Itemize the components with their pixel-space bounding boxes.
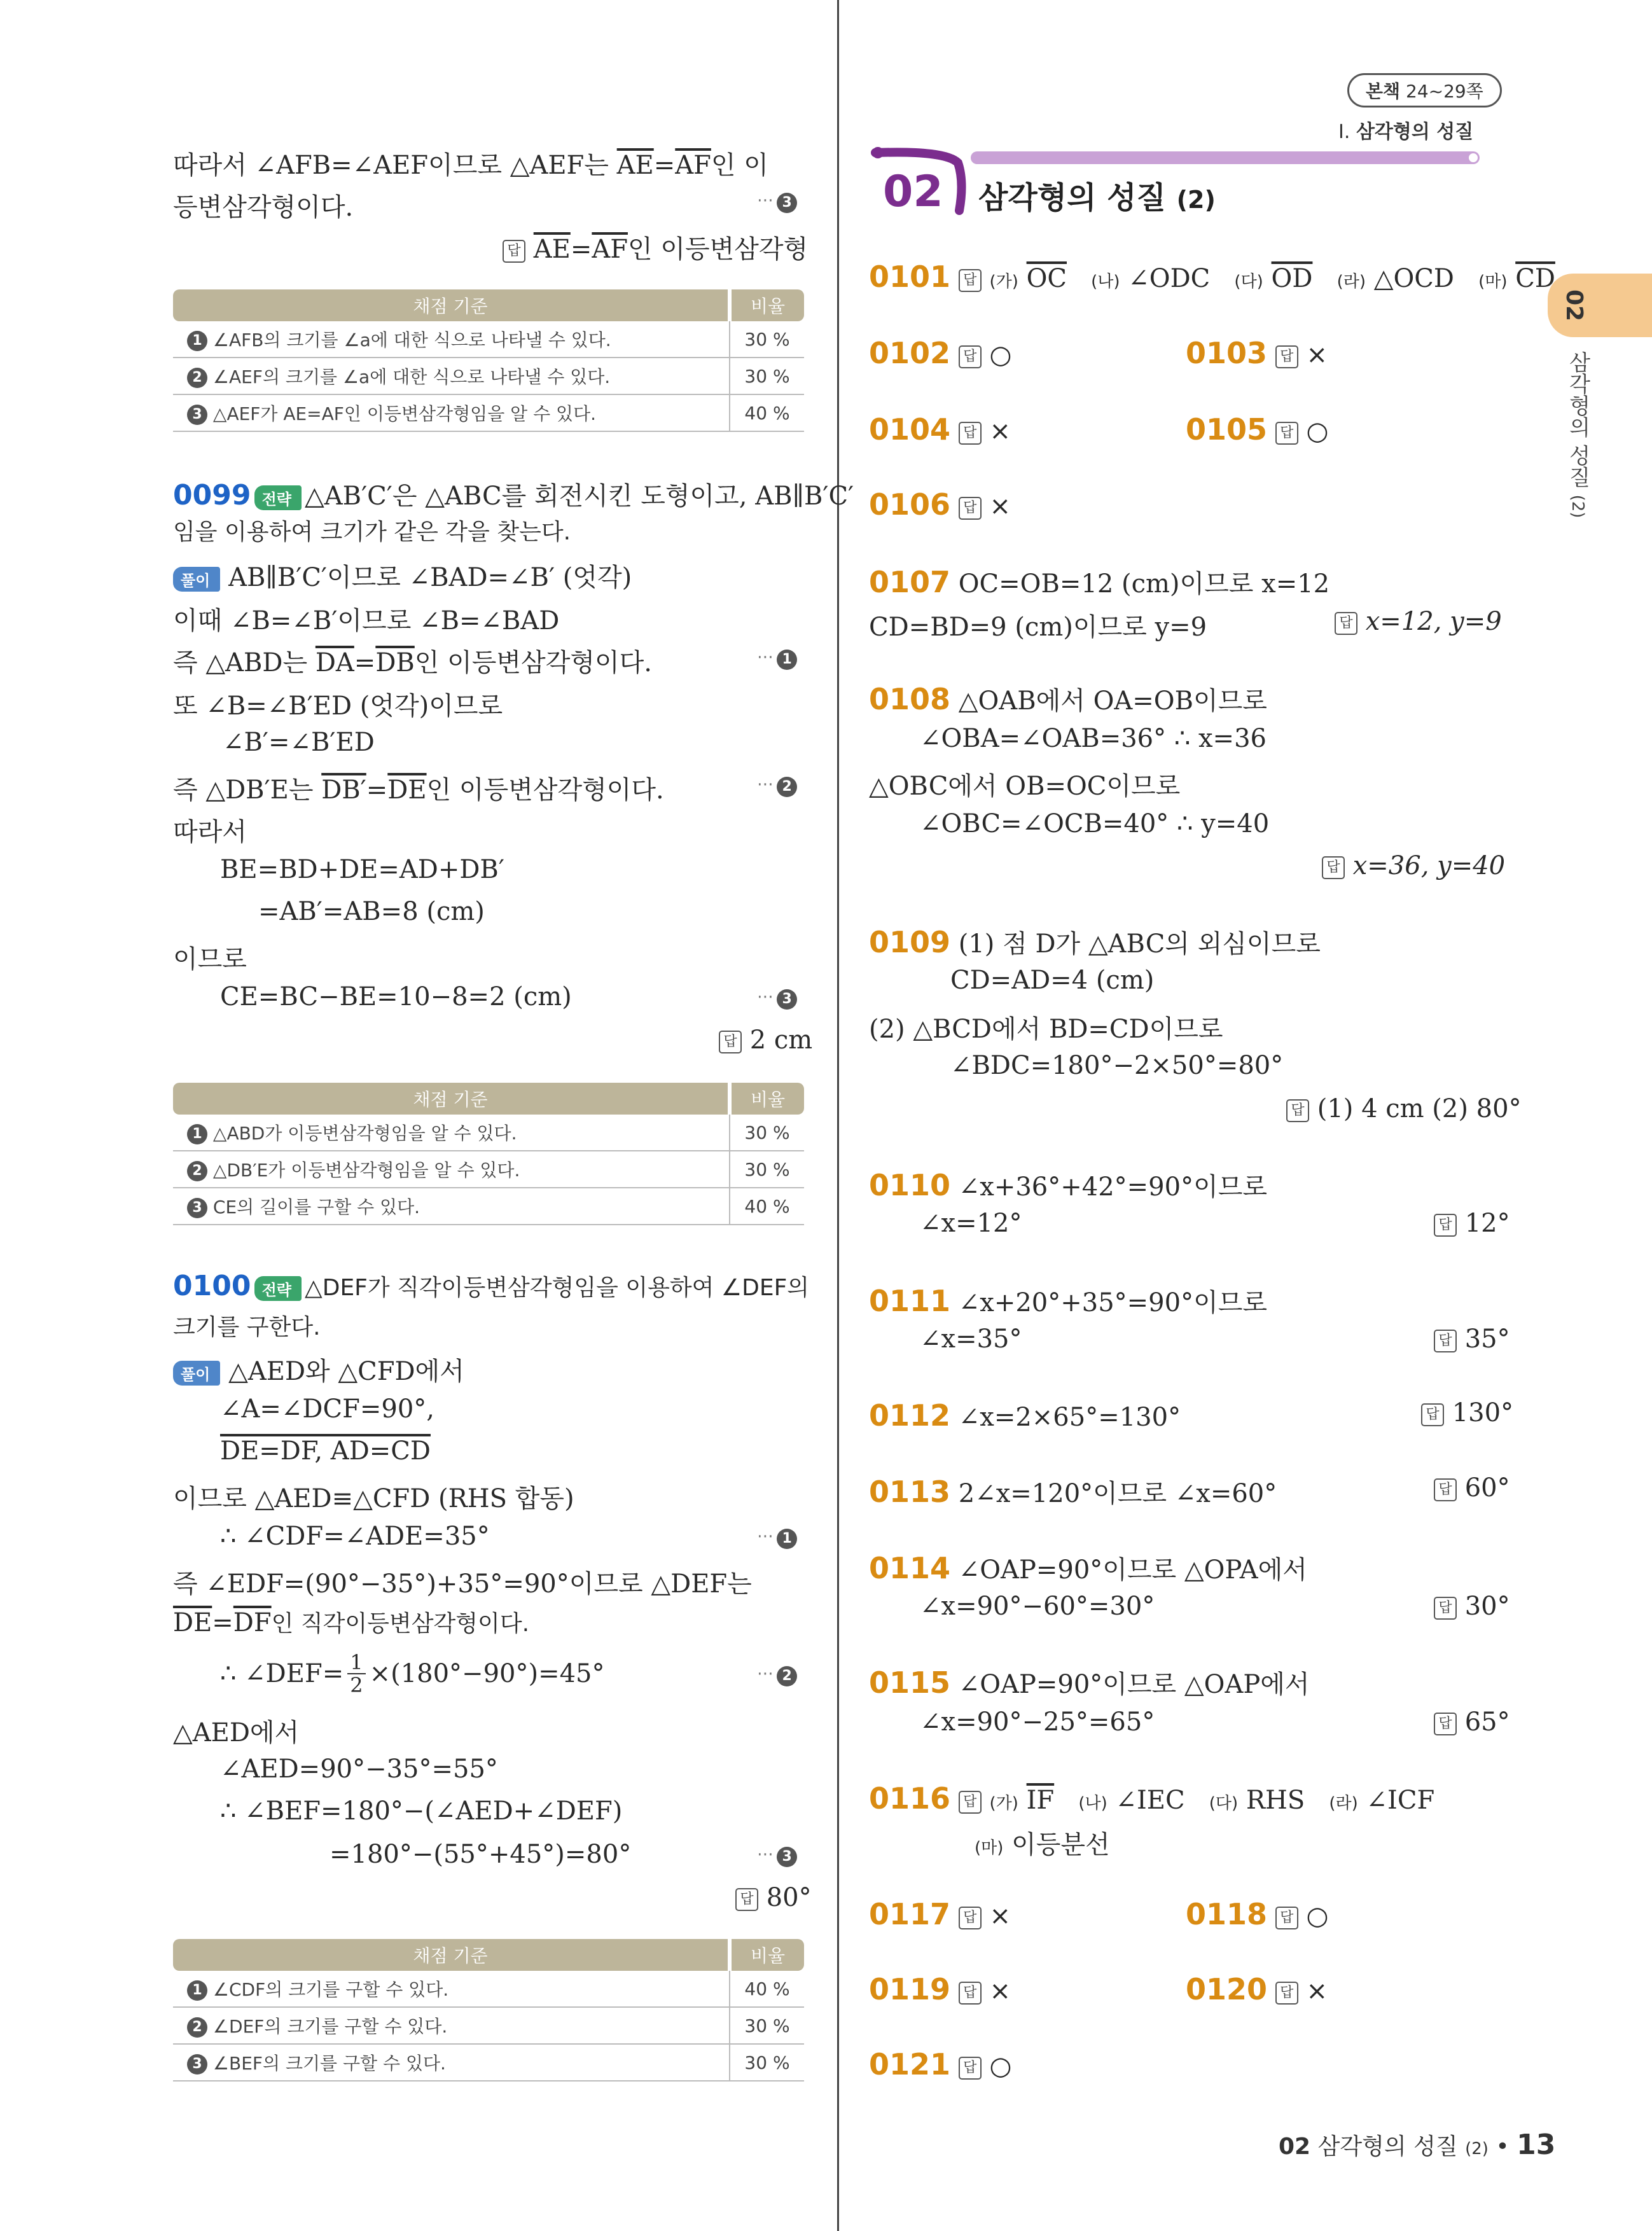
answer-icon: 답 [735, 1888, 758, 1911]
answer-icon: 답 [959, 2057, 982, 2080]
answer-icon: 답 [959, 345, 982, 368]
x-mark-icon: × [989, 1901, 1011, 1931]
answer-0105: 0105 답 ○ [1186, 412, 1329, 447]
ratio-header: 비율 [730, 289, 804, 321]
solution-badge: 풀이 [173, 1361, 220, 1386]
answer-icon: 답 [719, 1031, 742, 1053]
p0109-l1: 0109 (1) 점 D가 △ABC의 외심이므로 [869, 925, 1321, 959]
p0113-l1: 0113 2∠x=120°이므로 ∠x=60° [869, 1475, 1277, 1509]
step-mark-3: ⋯ 3 [757, 987, 797, 1010]
page-number: 13 [1517, 2129, 1556, 2161]
step-mark-2: ⋯ 2 [757, 1664, 797, 1686]
p0109-l2: CD=AD=4 (cm) [950, 966, 1155, 995]
answer-icon: 답 [959, 422, 982, 445]
p0114-l1: 0114 ∠OAP=90°이므로 △OPA에서 [869, 1551, 1307, 1585]
circle-mark-icon: ○ [989, 2052, 1012, 2081]
p0107-l2: CD=BD=9 (cm)이므로 y=9 [869, 613, 1207, 642]
answer-0103: 0103 답 × [1186, 336, 1328, 370]
column-divider [837, 0, 839, 2231]
grading-table-0099 [173, 1083, 804, 1225]
p99-l4: 또 ∠B=∠B′ED (엇각)이므로 [173, 692, 503, 721]
p99-l1: 풀이 AB∥B′C′이므로 ∠BAD=∠B′ (엇각) [173, 557, 632, 594]
answer-0116-line2: (마) 이등분선 [975, 1830, 1110, 1859]
step-mark-3: ⋯ 3 [757, 1845, 797, 1867]
table-row: 3 △AEF가 AE=AF인 이등변삼각형임을 알 수 있다. 40 % [173, 394, 804, 431]
p100-l3: DE=DF, AD=CD [220, 1436, 431, 1466]
p0108-answer: 답 x=36, y=40 [1322, 851, 1505, 880]
p0109-l3: (2) △BCD에서 BD=CD이므로 [869, 1015, 1223, 1044]
p0109-answer: 답 (1) 4 cm (2) 80° [1286, 1094, 1522, 1123]
answer-icon: 답 [1322, 856, 1345, 879]
answer-icon: 답 [1275, 422, 1298, 445]
p100-l2: ∠A=∠DCF=90°, [220, 1394, 434, 1424]
answer-0106: 0106 답 × [869, 487, 1011, 522]
problem-0099-header: 0099 전략 △AB′C′은 △ABC를 회전시킨 도형이고, AB∥B′C′ [173, 479, 854, 511]
circle-mark-icon: ○ [1306, 417, 1329, 446]
solution-badge: 풀이 [173, 567, 220, 592]
p99-l8: BE=BD+DE=AD+DB′ [220, 855, 504, 884]
p0111-answer: 답 35° [1434, 1324, 1510, 1354]
answer-icon: 답 [503, 240, 525, 263]
p0110-l2: ∠x=12° [920, 1209, 1022, 1238]
p100-l11: ∴ ∠BEF=180°−(∠AED+∠DEF) [220, 1797, 623, 1826]
p0108-l2: ∠OBA=∠OAB=36° ∴ x=36 [920, 724, 1267, 753]
ratio-header: 비율 [730, 1939, 804, 1971]
table-row: 2 ∠DEF의 크기를 구할 수 있다. 30 % [173, 2007, 804, 2044]
side-tab-number: 02 [1561, 289, 1587, 322]
answer-icon: 답 [959, 269, 982, 292]
p0110-answer: 답 12° [1434, 1209, 1510, 1238]
answer-icon: 답 [1335, 612, 1357, 635]
p100-l5: ∴ ∠CDF=∠ADE=35° [220, 1522, 490, 1551]
step-mark-3: ⋯ 3 [757, 191, 797, 213]
criteria-header: 채점 기준 [173, 289, 730, 321]
answer-icon: 답 [1421, 1403, 1444, 1426]
grading-table-0098 [173, 289, 804, 432]
p99-answer: 답 2 cm [719, 1025, 812, 1055]
p100-l10: ∠AED=90°−35°=55° [220, 1755, 498, 1784]
p0111-l2: ∠x=35° [920, 1324, 1022, 1354]
strategy-badge: 전략 [254, 1276, 302, 1301]
x-mark-icon: × [989, 417, 1011, 446]
p99-l11: CE=BC−BE=10−8=2 (cm) [220, 982, 572, 1011]
p100-l12: =180°−(55°+45°)=80° [330, 1840, 632, 1869]
p0111-l1: 0111 ∠x+20°+35°=90°이므로 [869, 1284, 1267, 1318]
problem-0100-header: 0100 전략 △DEF가 직각이등변삼각형임을 이용하여 ∠DEF의 [173, 1270, 810, 1302]
table-row: 1 ∠AFB의 크기를 ∠a에 대한 식으로 나타낼 수 있다. 30 % [173, 321, 804, 358]
answer-icon: 답 [1275, 1907, 1298, 1929]
p0108-l1: 0108 △OAB에서 OA=OB이므로 [869, 682, 1267, 716]
side-tab-title: 삼각형의 성질 (2) [1565, 351, 1590, 518]
p99-l7: 따라서 [173, 817, 247, 847]
answer-0116-line1: 0116 답 (가) $\overline{IF}$ (나) ∠IEC (다) RHS (라) ∠ICF [869, 1781, 1435, 1816]
answer-0117: 0117 답 × [869, 1897, 1011, 1931]
p100-strategy-line2: 크기를 구한다. [173, 1314, 321, 1340]
p0114-l2: ∠x=90°−60°=30° [920, 1592, 1155, 1621]
step-mark-1: ⋯ 1 [757, 648, 797, 670]
table-row: 2 △DB′E가 이등변삼각형임을 알 수 있다. 30 % [173, 1151, 804, 1188]
ratio-header: 비율 [730, 1083, 804, 1115]
p99-l5: ∠B′=∠B′ED [223, 728, 375, 757]
p0115-l1: 0115 ∠OAP=90°이므로 △OAP에서 [869, 1665, 1310, 1700]
answer-0118: 0118 답 ○ [1186, 1897, 1329, 1931]
p99-l3: 즉 △ABD는 $\overline{DA}=\overline{DB}$인 이등변삼각형이다. [173, 648, 652, 678]
p100-l6: 즉 ∠EDF=(90°−35°)+35°=90°이므로 △DEF는 [173, 1569, 752, 1599]
answer-icon: 답 [1275, 345, 1298, 368]
p99-l2: 이때 ∠B=∠B′이므로 ∠B=∠BAD [173, 606, 560, 636]
p100-l9: △AED에서 [173, 1718, 300, 1748]
p98-line1: 따라서 ∠AFB=∠AEF이므로 △AEF는 $\overline{AE}=\overline{AF}$인 이 [173, 151, 768, 180]
unit-label: Ⅰ. 삼각형의 성질 [1338, 121, 1474, 143]
answer-icon: 답 [959, 1907, 982, 1929]
p0114-answer: 답 30° [1434, 1592, 1510, 1621]
p98-answer: 답 $\overline{AE}=\overline{AF}$인 이등변삼각형 [503, 229, 808, 265]
x-mark-icon: × [1306, 340, 1328, 370]
page-footer: 02 삼각형의 성질 (2) • 13 [1279, 2129, 1556, 2161]
p99-l6: 즉 △DB′E는 $DB'=\overline{DE}$인 이등변삼각형이다. [173, 775, 664, 805]
p0113-answer: 답 60° [1434, 1473, 1510, 1503]
answer-icon: 답 [1275, 1982, 1298, 2005]
chapter-number: 02 [883, 167, 943, 217]
p0115-l2: ∠x=90°−25°=65° [920, 1707, 1155, 1737]
answer-icon: 답 [959, 1791, 982, 1814]
x-mark-icon: × [989, 492, 1011, 521]
answer-icon: 답 [1434, 1330, 1457, 1352]
criteria-header: 채점 기준 [173, 1939, 730, 1971]
p0107-answer: 답 x=12, y=9 [1335, 607, 1502, 636]
reference-badge: 본책 24~29쪽 [1347, 73, 1502, 108]
answer-icon: 답 [1286, 1099, 1309, 1122]
answer-0102: 0102 답 ○ [869, 336, 1012, 370]
answer-0119: 0119 답 × [869, 1972, 1011, 2006]
p99-l10: 이므로 [173, 945, 247, 974]
answer-0121: 0121 답 ○ [869, 2047, 1012, 2082]
p0108-l3: △OBC에서 OB=OC이므로 [869, 772, 1181, 801]
table-row: 1 △ABD가 이등변삼각형임을 알 수 있다. 30 % [173, 1115, 804, 1151]
p0107-l1: 0107 OC=OB=12 (cm)이므로 x=12 [869, 565, 1330, 599]
p100-l1: 풀이 △AED와 △CFD에서 [173, 1351, 464, 1387]
p100-l8: ∴ ∠DEF= $\frac{1}{2}$ ×(180°−90°)=45° [220, 1650, 605, 1697]
answer-0120: 0120 답 × [1186, 1972, 1328, 2006]
p100-l4: 이므로 △AED≡△CFD (RHS 합동) [173, 1484, 574, 1513]
answer-icon: 답 [1434, 1478, 1457, 1501]
grading-table-0100 [173, 1939, 804, 2082]
p0109-l4: ∠BDC=180°−2×50°=80° [950, 1051, 1284, 1080]
table-row: 1 ∠CDF의 크기를 구할 수 있다. 40 % [173, 1971, 804, 2007]
table-row: 2 ∠AEF의 크기를 ∠a에 대한 식으로 나타낼 수 있다. 30 % [173, 358, 804, 394]
answer-icon: 답 [1434, 1214, 1457, 1237]
answer-icon: 답 [1434, 1713, 1457, 1735]
p98-line2: 등변삼각형이다. [173, 193, 354, 222]
answer-icon: 답 [1434, 1597, 1457, 1620]
x-mark-icon: × [1306, 1977, 1328, 2006]
answer-0104: 0104 답 × [869, 412, 1011, 447]
p0115-answer: 답 65° [1434, 1707, 1510, 1737]
table-row: 3 CE의 길이를 구할 수 있다. 40 % [173, 1188, 804, 1225]
p100-answer: 답 80° [735, 1883, 812, 1912]
answer-icon: 답 [959, 497, 982, 520]
strategy-badge: 전략 [254, 485, 302, 510]
p100-l7: $\overline{DE}=\overline{DF}$인 직각이등변삼각형이다. [173, 1608, 530, 1637]
p0112-answer: 답 130° [1421, 1398, 1513, 1428]
step-mark-2: ⋯ 2 [757, 775, 797, 797]
p0108-l4: ∠OBC=∠OCB=40° ∴ y=40 [920, 809, 1270, 838]
p0110-l1: 0110 ∠x+36°+42°=90°이므로 [869, 1168, 1267, 1202]
chapter-title: 삼각형의 성질 (2) [978, 180, 1216, 216]
criteria-header: 채점 기준 [173, 1083, 730, 1115]
p0112-l1: 0112 ∠x=2×65°=130° [869, 1398, 1181, 1433]
circle-mark-icon: ○ [1306, 1901, 1329, 1931]
p99-strategy-line2: 임을 이용하여 크기가 같은 각을 찾는다. [173, 519, 571, 545]
table-row: 3 ∠BEF의 크기를 구할 수 있다. 30 % [173, 2044, 804, 2081]
step-mark-1: ⋯ 1 [757, 1527, 797, 1549]
x-mark-icon: × [989, 1977, 1011, 2006]
answer-0101: 0101 답 (가) $\overline{OC}$ (나) ∠ODC (다) $\overline{OD}$ (라) △OCD (마) $\overline{CD}$ [869, 260, 1555, 294]
circle-mark-icon: ○ [989, 340, 1012, 370]
answer-icon: 답 [959, 1982, 982, 2005]
p99-l9: =AB′=AB=8 (cm) [258, 897, 485, 926]
